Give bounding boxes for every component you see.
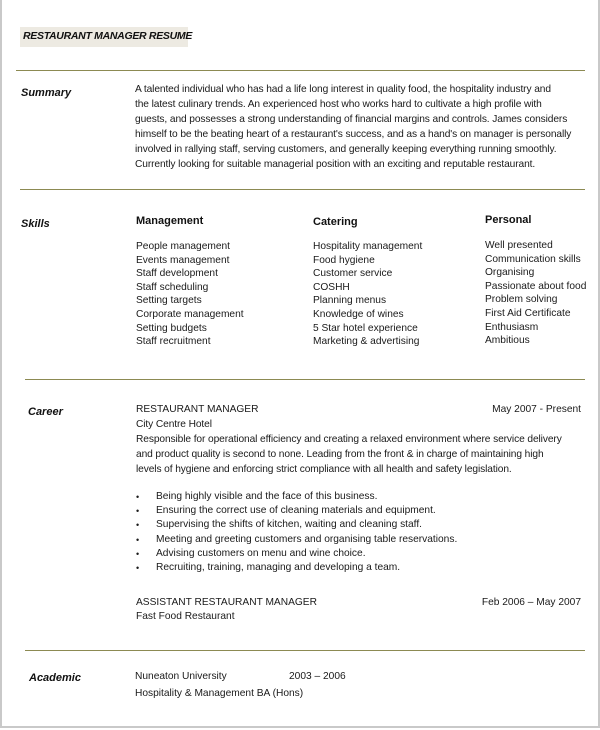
job-description-line: Responsible for operational efficiency and creating a relaxed environment where service delivery <box>136 434 562 445</box>
summary-label: Summary <box>21 87 72 99</box>
skill-item: Ambitious <box>485 335 530 347</box>
skills-heading-management: Management <box>136 215 204 227</box>
job-details <box>136 417 586 477</box>
academic-institution: Nuneaton University <box>135 671 227 682</box>
job-dates: May 2007 - Present <box>492 404 581 415</box>
divider-summary-skills <box>20 189 585 190</box>
responsibility-text: Ensuring the correct use of cleaning materials and equipment. <box>156 505 436 517</box>
responsibility-item <box>136 518 457 532</box>
skill-item: Hospitality management <box>313 241 423 252</box>
skill-item: First Aid Certificate <box>485 307 571 319</box>
summary-line: A talented individual who has had a life long interest in quality food, the hospitality industry and <box>135 84 551 95</box>
bullet-icon: • <box>136 548 140 559</box>
job-description-line: and product quality is second to none. Leading from the front & in charge of maintaining high <box>136 449 544 460</box>
responsibility-text: Meeting and greeting customers and organising table reservations. <box>156 533 458 545</box>
responsibility-item <box>136 547 457 561</box>
job-employer: City Centre Hotel <box>136 419 212 430</box>
skills-heading-personal: Personal <box>485 214 532 226</box>
skill-item: Communication skills <box>485 253 581 265</box>
skill-item: Organising <box>485 267 535 279</box>
summary-line: himself to be the beating heart of a restaurant's success, and as a hand's on manager is personally <box>135 129 572 140</box>
skill-item: Staff recruitment <box>136 336 211 348</box>
academic-dates: 2003 – 2006 <box>289 671 346 682</box>
skill-item: Planning menus <box>313 295 387 307</box>
job-title: RESTAURANT MANAGER <box>136 404 259 415</box>
skill-item: Food hygiene <box>313 254 375 266</box>
bullet-icon: • <box>136 492 140 502</box>
job-description-line: levels of hygiene and enforcing strict compliance with all health and safety legislation. <box>136 464 512 475</box>
skill-item: COSHH <box>313 281 350 293</box>
summary-line: the latest culinary trends. An experienced host who works hard to cultivate a high profile with <box>135 99 542 110</box>
summary-line: involved in rallying staff, serving customers, and generally keeping everything running smoothly. <box>135 144 557 155</box>
skill-item: Staff scheduling <box>136 281 209 293</box>
responsibility-text: Recruiting, training, managing and developing a team. <box>156 562 401 574</box>
resume-title: RESTAURANT MANAGER RESUME <box>23 30 193 42</box>
skills-list-catering <box>313 240 422 349</box>
skill-item: Corporate management <box>136 308 244 320</box>
skills-list-management <box>136 240 244 349</box>
job-title: ASSISTANT RESTAURANT MANAGER <box>136 597 317 608</box>
skill-item: Staff development <box>136 268 218 280</box>
skill-item: Setting budgets <box>136 322 207 334</box>
divider-top <box>16 70 585 71</box>
skill-item: 5 Star hotel experience <box>313 322 418 334</box>
job-dates: Feb 2006 – May 2007 <box>481 597 581 608</box>
career-label: Career <box>28 406 63 418</box>
skills-list-personal <box>485 239 595 348</box>
summary-line: guests, and possesses a strong understanding of financial margins and controls. James considers <box>135 114 568 125</box>
summary-text <box>135 82 585 172</box>
skills-heading-catering: Catering <box>313 216 358 228</box>
bullet-icon: • <box>136 520 140 531</box>
divider-skills-career <box>25 379 585 380</box>
bullet-icon: • <box>136 563 140 574</box>
responsibility-text: Supervising the shifts of kitchen, waiting and cleaning staff. <box>156 519 422 531</box>
skill-item: Events management <box>136 254 230 266</box>
divider-career-academic <box>25 650 585 651</box>
summary-line: Currently looking for suitable managerial position with an exciting and reputable restaurant. <box>135 159 536 170</box>
responsibility-item <box>136 490 457 504</box>
responsibility-item <box>136 561 457 575</box>
academic-degree: Hospitality & Management BA (Hons) <box>135 688 304 699</box>
skill-item: Knowledge of wines <box>313 308 404 320</box>
skill-item: Passionate about food <box>485 280 587 292</box>
bullet-icon: • <box>136 534 140 545</box>
bullet-icon: • <box>136 506 140 517</box>
job-responsibilities <box>136 490 457 575</box>
skills-label: Skills <box>21 218 50 230</box>
skill-item: Marketing & advertising <box>313 336 420 348</box>
responsibility-text: Advising customers on menu and wine choice. <box>156 547 366 559</box>
job-employer: Fast Food Restaurant <box>136 611 235 622</box>
skill-item: People management <box>136 241 231 252</box>
responsibility-text: Being highly visible and the face of this business. <box>156 491 378 502</box>
responsibility-item <box>136 504 457 518</box>
academic-label: Academic <box>29 672 81 684</box>
responsibility-item <box>136 533 457 547</box>
skill-item: Customer service <box>313 268 393 280</box>
skill-item: Well presented <box>485 240 553 251</box>
skill-item: Problem solving <box>485 294 558 306</box>
skill-item: Enthusiasm <box>485 321 539 333</box>
skill-item: Setting targets <box>136 295 202 307</box>
